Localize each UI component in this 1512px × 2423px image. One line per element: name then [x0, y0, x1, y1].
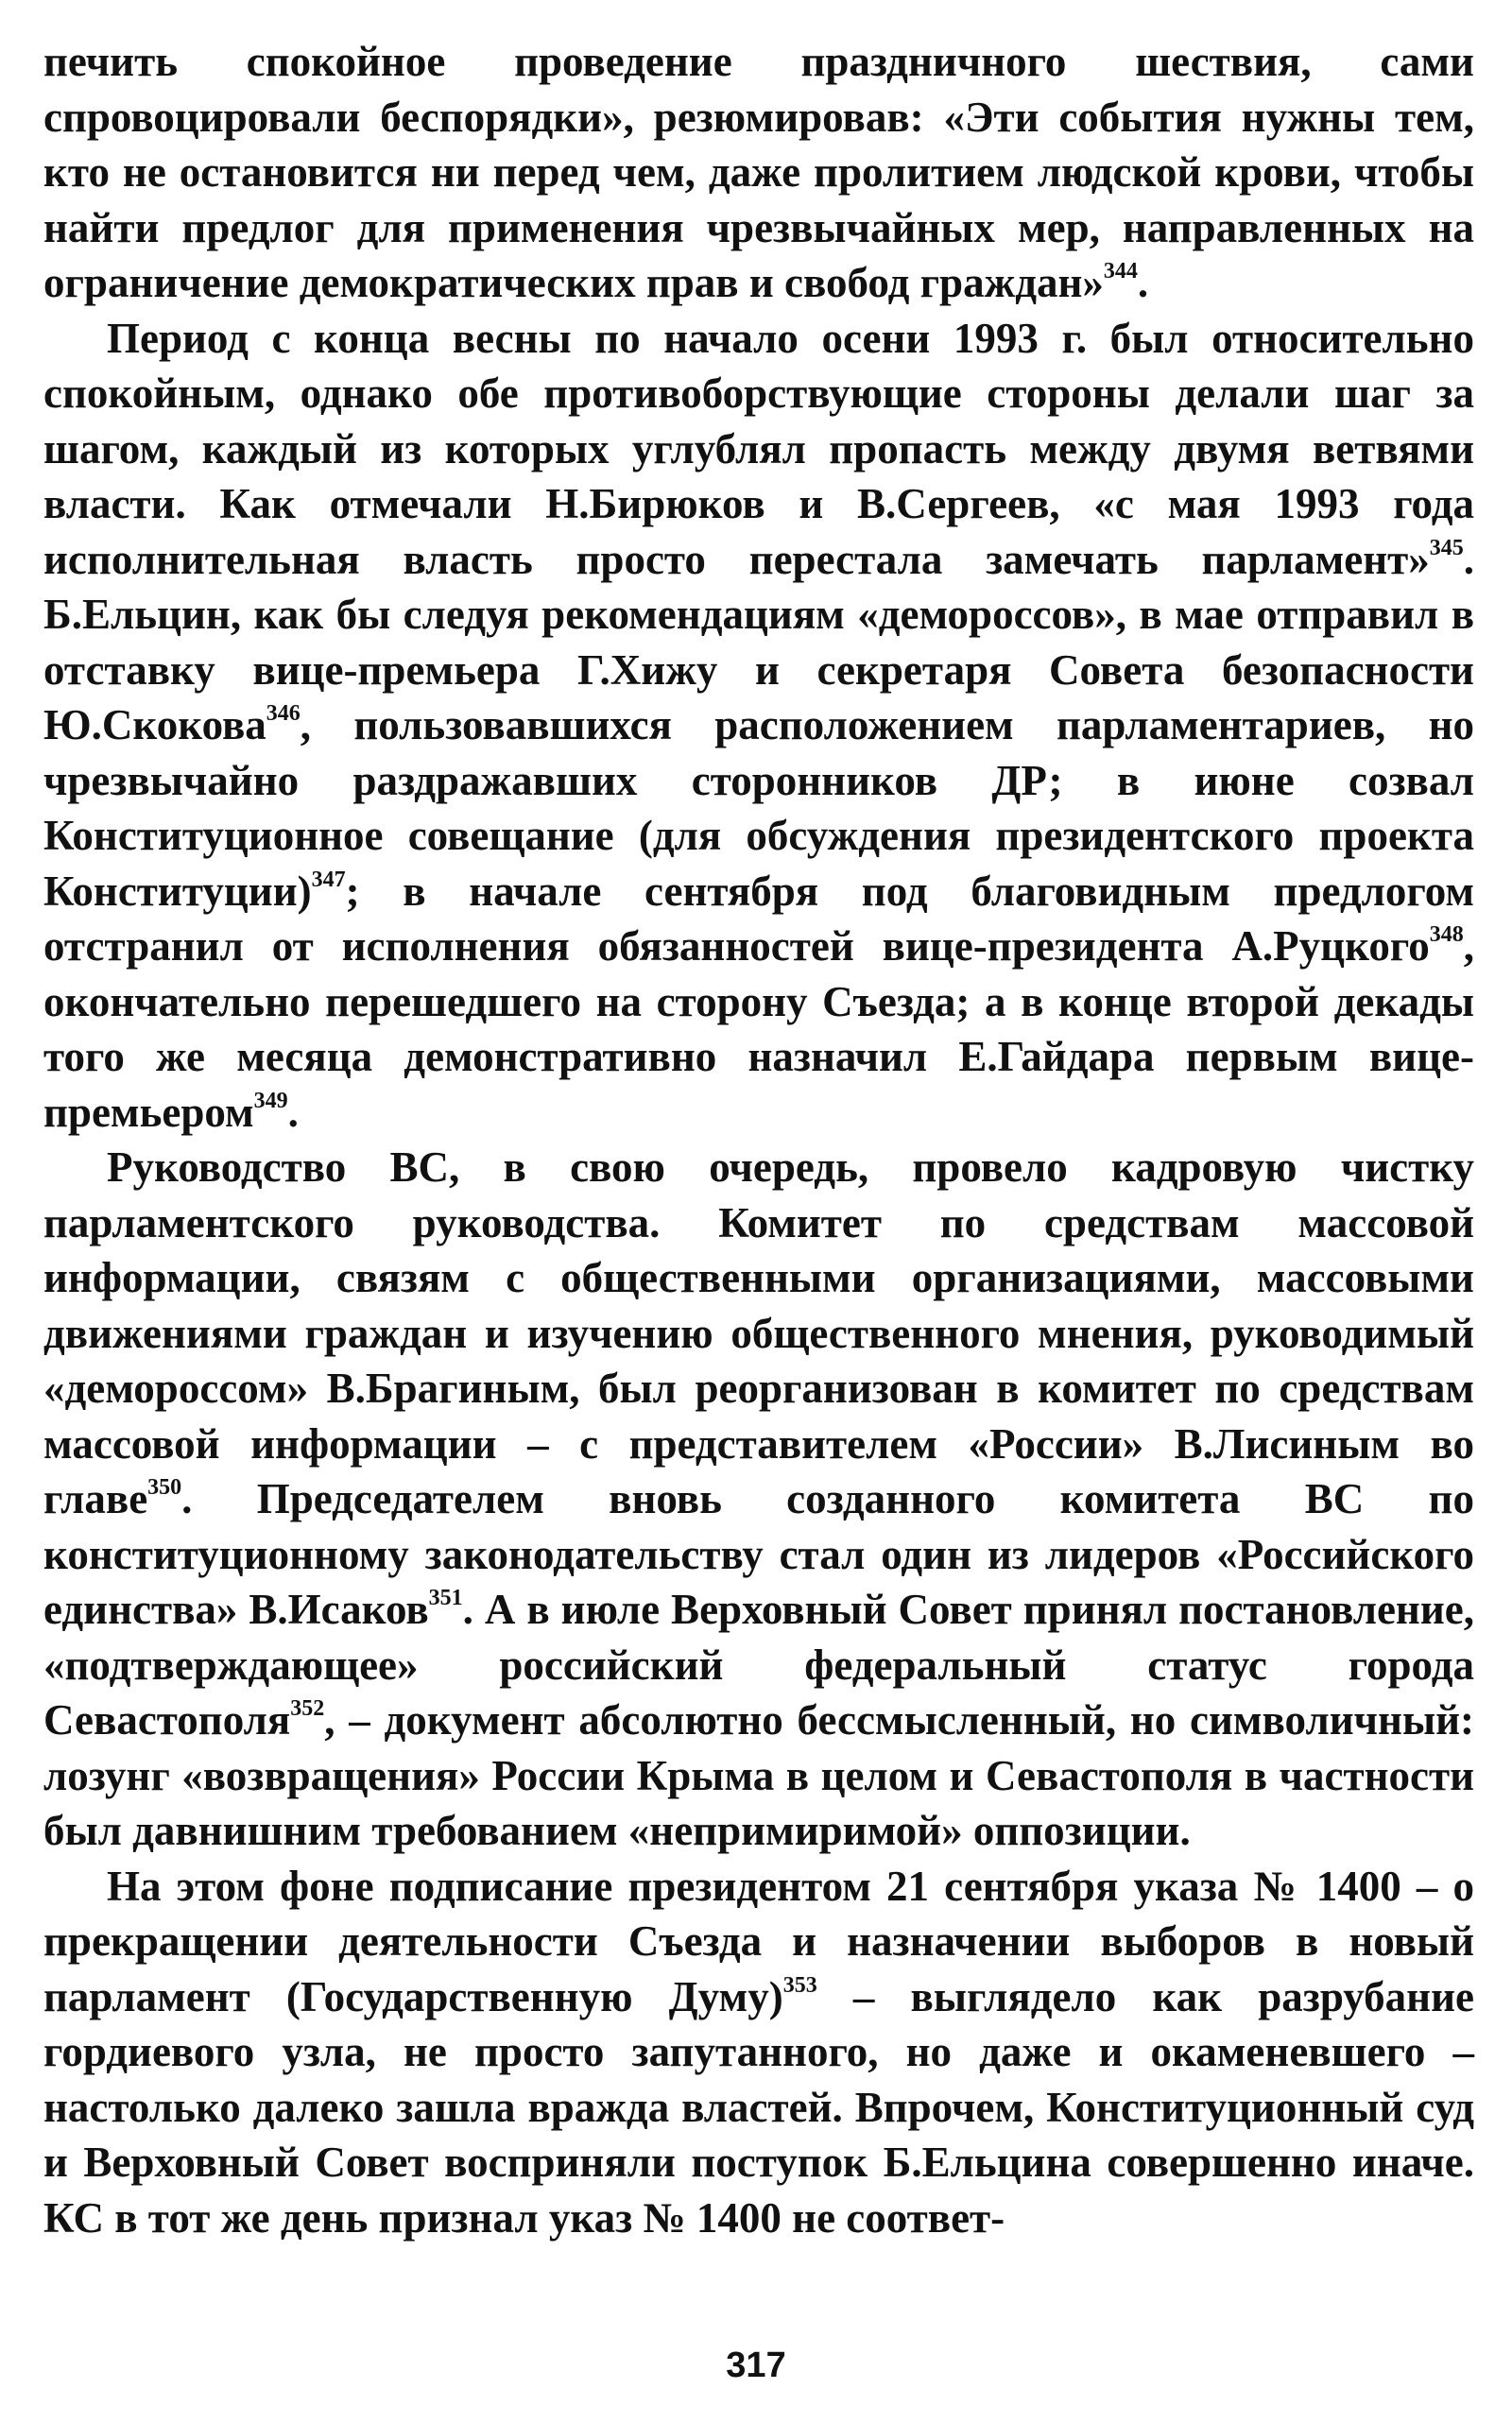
text-run: .: [287, 1088, 299, 1136]
page-body: [43, 34, 1474, 2245]
footnote-ref: 347: [311, 867, 346, 892]
footnote-ref: 352: [290, 1696, 325, 1721]
footnote-ref: 350: [147, 1475, 182, 1500]
page-number: 317: [726, 2346, 786, 2385]
footnote-ref: 346: [266, 701, 301, 726]
text-run: . Б.Ельцин, как бы следуя рекомендациям «демороссов», в мае отправил в отставку вице-премьера Г.Хижу и секретаря Совета безопасности Ю.Скокова: [43, 535, 1474, 748]
text-run: ; в начале сентября под благовидным предлогом отстранил от исполнения обязанностей вице-президента А.Руцкого: [43, 867, 1474, 970]
paragraph: [43, 1859, 1474, 2246]
text-run: , пользовавшихся расположением парламентариев, но чрезвычайно раздражавших сторонников ДР; в июне созвал Конституционное совещание (для обсуждения президентского проекта Конституции): [43, 701, 1474, 915]
text-run: .: [1137, 259, 1149, 306]
text-run: – выглядело как разрубание гордиевого узла, не просто запутанного, но даже и окаменевшего – настолько далеко зашла вражда властей. Впрочем, Конституционный суд и Верховный Совет восприняли поступок Б.Ельцина совершенно иначе. КС в тот же день признал указ № 1400 не соответ-: [43, 1972, 1474, 2242]
text-run: . А в июле Верховный Совет принял постановление, «подтверждающее» российский федеральный статус города Севастополя: [43, 1586, 1474, 1744]
text-run: Период с конца весны по начало осени 1993 г. был относительно спокойным, однако обе противоборствующие стороны делали шаг за шагом, каждый из которых углублял пропасть между двумя ветвями власти. Как отмечали Н.Бирюков и В.Сергеев, «с мая 1993 года исполнительная власть просто перестала замечать парламент»: [43, 314, 1474, 583]
text-run: , окончательно перешедшего на сторону Съезда; а в конце второй декады того же месяца демонстративно назначил Е.Гайдара первым вице-премьером: [43, 922, 1474, 1136]
paragraph: [43, 34, 1474, 311]
text-run: На этом фоне подписание президентом 21 сентября указа № 1400 – о прекращении деятельности Съезда и назначении выборов в новый парламент (Государственную Думу): [43, 1862, 1474, 2020]
footnote-ref: 345: [1429, 535, 1464, 560]
text-run: Руководство ВС, в свою очередь, провело кадровую чистку парламентского руководства. Комитет по средствам массовой информации, связям с общественными организациями, массовыми движениями граждан и изучению общественного мнения, руководимый «демороссом» В.Брагиным, был реорганизован в комитет по средствам массовой информации – с представителем «России» В.Лисиным во главе: [43, 1143, 1474, 1522]
paragraph: [43, 1140, 1474, 1859]
text-run: . Председателем вновь созданного комитета ВС по конституционному законодательству стал один из лидеров «Российского единства» В.Исаков: [43, 1475, 1474, 1633]
body-text: [43, 34, 1474, 2245]
text-run: печить спокойное проведение праздничного шествия, сами спровоцировали беспорядки», резюмировав: «Эти события нужны тем, кто не остановится ни перед чем, даже пролитием людской крови, чтобы найти предлог для применения чрезвычайных мер, направленных на ограничение демократических прав и свобод граждан»: [43, 38, 1474, 306]
footnote-ref: 348: [1429, 922, 1464, 947]
text-run: , – документ абсолютно бессмысленный, но символичный: лозунг «возвращения» России Крыма в целом и Севастополя в частности был давнишним требованием «непримиримой» оппозиции.: [43, 1696, 1474, 1854]
paragraph: [43, 311, 1474, 1141]
footnote-ref: 344: [1103, 259, 1138, 284]
footnote-ref: 353: [782, 1972, 817, 1998]
footnote-ref: 351: [428, 1586, 463, 1610]
footnote-ref: 349: [253, 1088, 288, 1113]
